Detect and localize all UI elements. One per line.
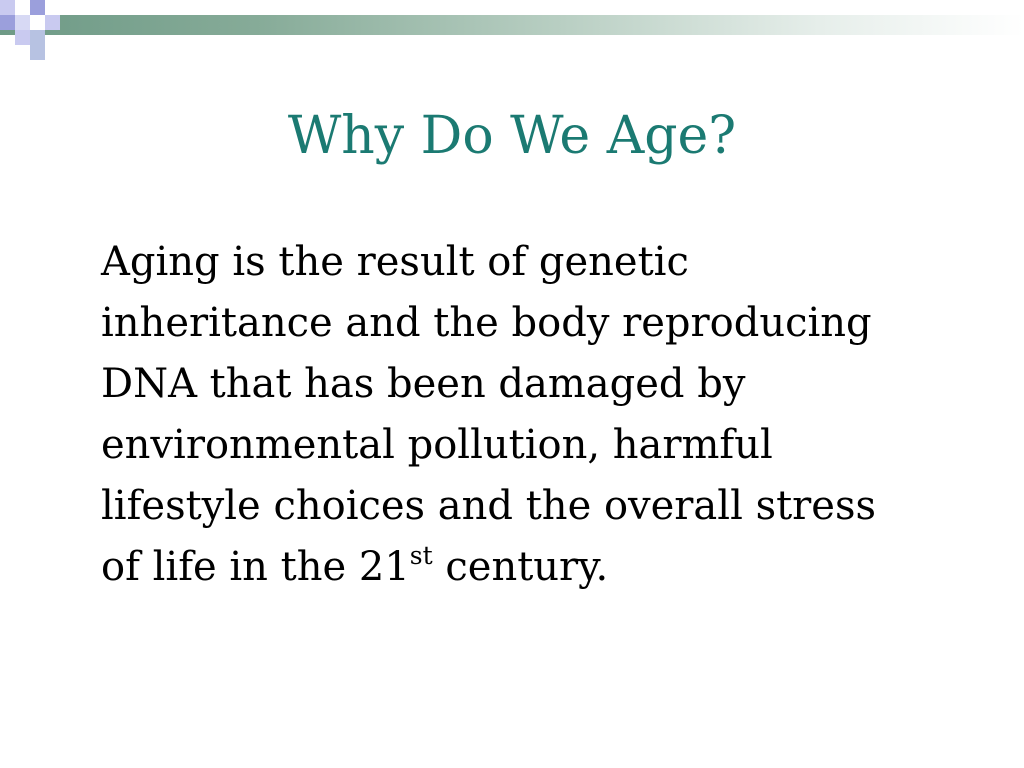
ordinal-superscript: st bbox=[409, 541, 433, 570]
corner-square bbox=[0, 15, 15, 30]
body-line: DNA that has been damaged by bbox=[101, 361, 746, 407]
body-line: environmental pollution, harmful bbox=[101, 422, 773, 468]
corner-square bbox=[30, 0, 45, 15]
corner-square bbox=[15, 30, 30, 45]
corner-square bbox=[15, 15, 30, 30]
body-line-last-start: of life in the 21 bbox=[101, 544, 410, 590]
corner-square bbox=[15, 0, 30, 15]
body-line-last-end: century. bbox=[432, 544, 609, 590]
corner-square bbox=[30, 15, 45, 30]
header-gradient-bar bbox=[0, 15, 1024, 35]
body-line: Aging is the result of genetic bbox=[101, 239, 689, 285]
corner-square bbox=[0, 0, 15, 15]
slide-body-text bbox=[101, 232, 1001, 598]
corner-square bbox=[30, 45, 45, 60]
body-line: inheritance and the body reproducing bbox=[101, 300, 872, 346]
slide-title: Why Do We Age? bbox=[287, 106, 737, 166]
body-line: lifestyle choices and the overall stress bbox=[101, 483, 877, 529]
corner-square bbox=[30, 30, 45, 45]
corner-square bbox=[45, 15, 60, 30]
body-line-last bbox=[101, 537, 1001, 598]
